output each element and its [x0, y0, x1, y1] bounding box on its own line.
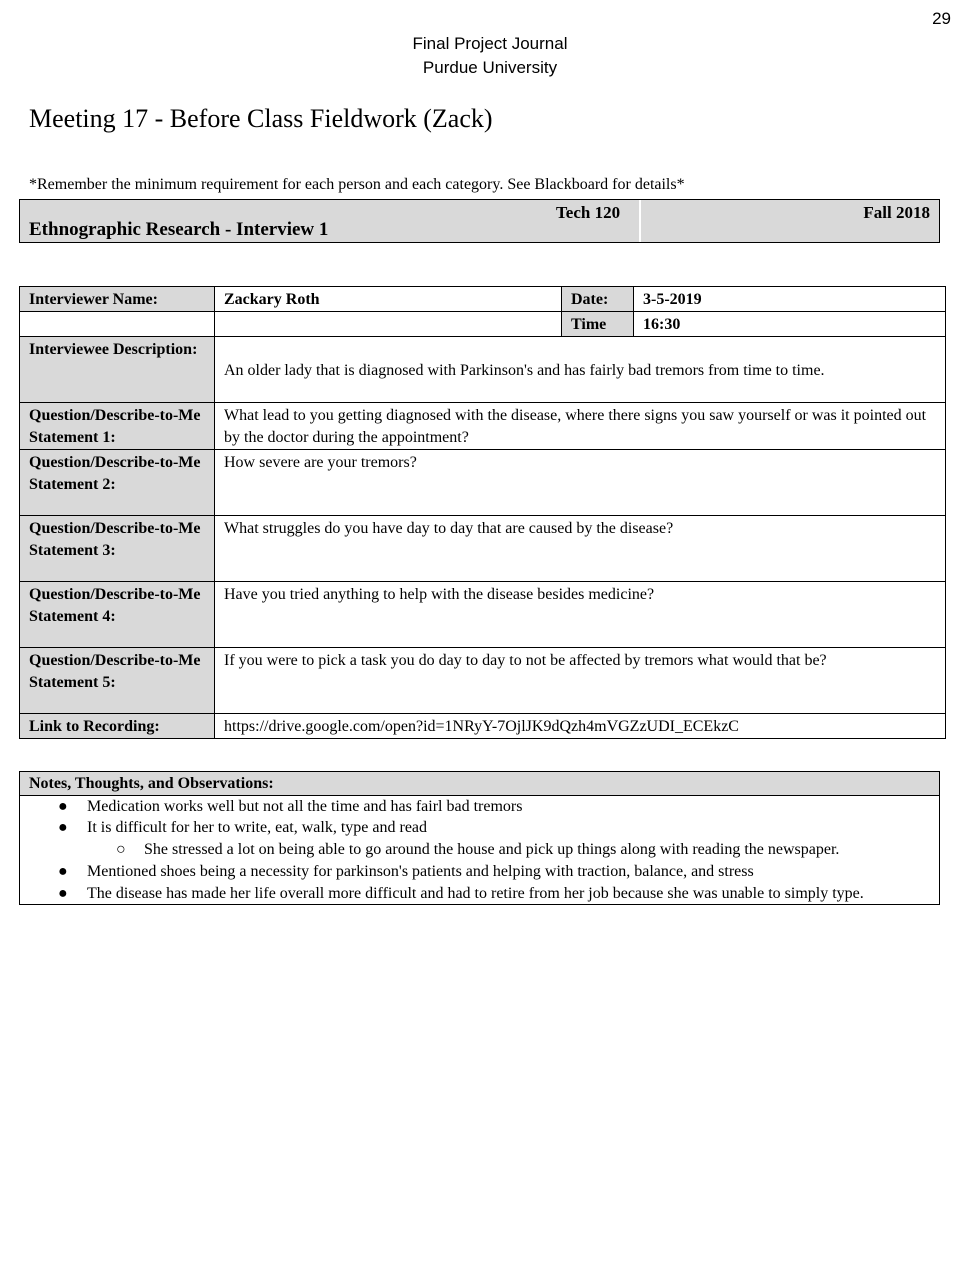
bullet-icon: ●: [58, 819, 68, 837]
banner-term: Fall 2018: [863, 203, 930, 222]
table-row: [20, 516, 946, 582]
document-header: [0, 32, 980, 80]
meeting-title: Meeting 17 - Before Class Fieldwork (Zack): [29, 104, 493, 133]
date-label: Date:: [562, 287, 634, 312]
question-label: Question/Describe-to-Me Statement 2:: [20, 450, 215, 516]
question-text: What struggles do you have day to day that are caused by the disease?: [215, 516, 946, 582]
date-value: 3-5-2019: [634, 287, 946, 312]
note-text: Medication works well but not all the time and has fairl bad tremors: [87, 797, 523, 815]
time-value: 16:30: [634, 312, 946, 337]
interviewer-label: Interviewer Name:: [20, 287, 215, 312]
banner-title: Ethnographic Research - Interview 1: [29, 219, 329, 240]
list-item: [20, 861, 930, 883]
header-journal-title: Final Project Journal: [412, 34, 568, 53]
empty-cell: [20, 312, 215, 337]
bullet-icon: ●: [58, 797, 68, 815]
note-text: It is difficult for her to write, eat, walk, type and read: [87, 819, 428, 837]
question-text: Have you tried anything to help with the disease besides medicine?: [215, 582, 946, 648]
question-label: Question/Describe-to-Me Statement 1:: [20, 403, 215, 450]
page-number: 29: [932, 9, 951, 28]
description-value: An older lady that is diagnosed with Parkinson's and has fairly bad tremors from time to time.: [215, 337, 946, 403]
table-row: [20, 287, 946, 312]
question-label: Question/Describe-to-Me Statement 5:: [20, 648, 215, 714]
table-row: [20, 714, 946, 739]
empty-cell: [215, 312, 562, 337]
question-label: Question/Describe-to-Me Statement 3:: [20, 516, 215, 582]
recording-label: Link to Recording:: [20, 714, 215, 739]
question-text: If you were to pick a task you do day to day to not be affected by tremors what would that be?: [215, 648, 946, 714]
recording-link[interactable]: https://drive.google.com/open?id=1NRyY-7OjlJK9dQzh4mVGZzUDI_ECEkzC: [215, 714, 946, 739]
table-row: [20, 582, 946, 648]
note-text: She stressed a lot on being able to go around the house and pick up things along with reading the newspaper.: [144, 841, 840, 859]
header-university: Purdue University: [422, 58, 558, 77]
bullet-icon: ●: [58, 884, 68, 902]
note-text: The disease has made her life overall more difficult and had to retire from her job because she was unable to simply type.: [87, 884, 864, 902]
table-row: [20, 450, 946, 516]
question-text: How severe are your tremors?: [215, 450, 946, 516]
banner-divider: [639, 200, 641, 242]
list-item: [20, 883, 930, 905]
table-row: [20, 648, 946, 714]
table-row: [20, 337, 946, 403]
banner-course: Tech 120: [556, 203, 621, 222]
interview-table: [19, 286, 946, 739]
table-row: [20, 403, 946, 450]
notes-box: [19, 771, 940, 905]
table-row: [20, 312, 946, 337]
sub-bullet-icon: ○: [116, 841, 126, 859]
notes-header: Notes, Thoughts, and Observations:: [20, 772, 939, 796]
interviewer-value: Zackary Roth: [215, 287, 562, 312]
question-text: What lead to you getting diagnosed with the disease, where there signs you saw yourself or was it pointed out by the doctor during the appointment?: [215, 403, 946, 450]
course-banner: [19, 199, 940, 243]
bullet-icon: ●: [58, 862, 68, 880]
notes-list: [20, 796, 939, 905]
description-label: Interviewee Description:: [20, 337, 215, 403]
list-item: [20, 817, 930, 839]
reminder-note: *Remember the minimum requirement for each person and each category. See Blackboard for details*: [29, 176, 685, 193]
list-item: [20, 796, 930, 818]
question-label: Question/Describe-to-Me Statement 4:: [20, 582, 215, 648]
note-text: Mentioned shoes being a necessity for parkinson's patients and helping with traction, balance, and stress: [87, 862, 754, 880]
time-label: Time: [562, 312, 634, 337]
list-item: [20, 839, 930, 861]
